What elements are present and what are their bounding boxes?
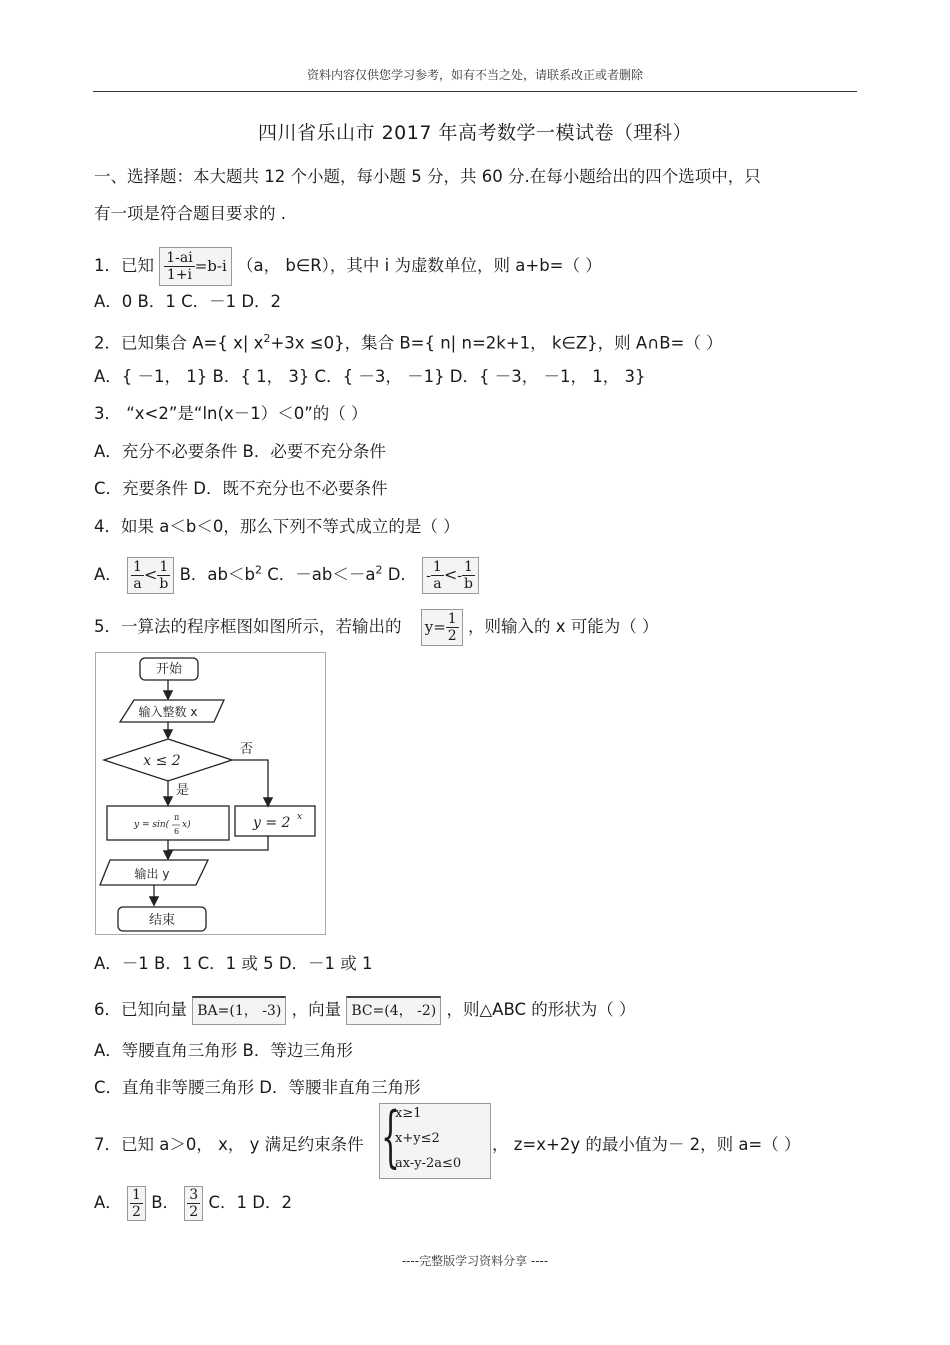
q4-d-frac2 — [462, 559, 475, 592]
q4-d-label: D． — [387, 565, 417, 584]
q7-a-frac — [130, 1187, 143, 1220]
section-intro-line2: 有一项是符合题目要求的 . — [94, 204, 286, 223]
q4-options — [94, 557, 479, 594]
header-rule — [93, 91, 857, 92]
flow-output-text: 输出 y — [134, 867, 170, 881]
question-5 — [94, 609, 658, 646]
q1-fraction — [164, 250, 194, 283]
q5-y-frac — [446, 611, 459, 644]
q4-a-label: A． — [94, 565, 122, 584]
q4-a-num2: 1 — [159, 559, 169, 575]
q7-b-label: B． — [151, 1193, 180, 1212]
page-title: 四川省乐山市 2017 年高考数学一模试卷（理科） — [258, 122, 692, 144]
q4-c-sup: 2 — [375, 563, 383, 577]
q5-y-label: y= — [424, 618, 446, 636]
q6-suffix: ，则△ABC 的形状为（ ） — [446, 1000, 636, 1019]
q1-suffix: （a， b∈R），其中 i 为虚数单位，则 a+b=（ ） — [237, 256, 602, 275]
flow-right-box-sup: x — [297, 812, 303, 822]
question-4: 4．如果 a＜b＜0，那么下列不等式成立的是（ ） — [94, 517, 460, 536]
q1-frac-den: 1+i — [166, 267, 193, 283]
flow-left-box-pre: y = sin( — [134, 820, 170, 830]
q7-b-frac-box — [184, 1186, 203, 1221]
q6-vector-bc: BC=(4， -2) — [346, 996, 441, 1025]
section-intro-line1: 一、选择题：本大题共 12 个小题，每小题 5 分，共 60 分.在每小题给出的四个选项中，只 — [94, 167, 761, 186]
q7-brace: { — [381, 1098, 400, 1175]
q4-a-lt: < — [143, 565, 158, 584]
q2-superscript: 2 — [263, 332, 271, 345]
flow-input-text: 输入整数 x — [138, 705, 198, 719]
q6-prefix: 6．已知向量 — [94, 1000, 187, 1019]
flow-right-box-base: y = 2 — [253, 815, 291, 831]
q1-formula — [159, 247, 232, 286]
flow-start-text: 开始 — [155, 662, 183, 677]
q7-a-den: 2 — [132, 1204, 141, 1220]
question-6 — [94, 996, 636, 1025]
q1-prefix: 1．已知 — [94, 256, 154, 275]
q2-options: A．{ －1， 1} B．{ 1， 3} C．{ －3， －1} D．{ －3， －1， 1， 3} — [94, 367, 646, 386]
q7-rest-options: C．1 D．2 — [208, 1193, 292, 1212]
q7-a-label: A． — [94, 1193, 122, 1212]
question-7-suffix: ， z=x+2y 的最小值为－ 2，则 a=（ ） — [492, 1135, 801, 1154]
q3-options-cd: C．充要条件 D．既不充分也不必要条件 — [94, 479, 388, 498]
q5-suffix: ，则输入的 x 可能为（ ） — [467, 617, 659, 636]
q4-d-lt: < — [443, 565, 458, 584]
q6-vector-ba: BA=(1， -3) — [192, 996, 286, 1025]
q2-prefix: 2．已知集合 A={ x| x — [94, 333, 264, 353]
q4-d-den2: b — [463, 576, 473, 592]
q5-options: A．－1 B．1 C．1 或 5 D．－1 或 1 — [94, 954, 373, 973]
q2-suffix: +3x ≤0}，集合 B={ n| n=2k+1， k∈Z}，则 A∩B=（ ） — [270, 333, 723, 353]
q6-options-ab: A．等腰直角三角形 B．等边三角形 — [94, 1041, 353, 1060]
question-7-prefix: 7．已知 a＞0， x， y 满足约束条件 — [94, 1135, 364, 1154]
q1-frac-num: 1-ai — [166, 250, 193, 266]
question-1 — [94, 247, 602, 286]
q1-options: A．0 B．1 C．－1 D．2 — [94, 292, 282, 311]
page-header-note: 资料内容仅供您学习参考，如有不当之处，请联系改正或者删除 — [306, 68, 643, 82]
flow-left-box-den: 6 — [174, 827, 180, 836]
flow-left-box-num: π — [174, 813, 180, 822]
flow-end-text: 结束 — [148, 913, 176, 928]
q7-constraint-system — [379, 1098, 491, 1179]
q4-d-frac1 — [431, 559, 444, 592]
q5-flowchart — [95, 652, 326, 935]
q7-constraint-3: ax-y-2a≤0 — [395, 1156, 462, 1171]
q3-options-ab: A．充分不必要条件 B．必要不充分条件 — [94, 442, 386, 461]
q7-constraint-1: x≥1 — [395, 1106, 422, 1121]
q7-options — [94, 1186, 292, 1221]
q6-options-cd: C．直角非等腰三角形 D．等腰非直角三角形 — [94, 1078, 421, 1097]
question-3: 3． “x<2”是“ln(x－1）＜0”的（ ） — [94, 404, 368, 423]
flow-left-box-post: x) — [182, 820, 191, 830]
q4-d-den1: a — [433, 576, 442, 592]
page-footer: ----完整版学习资料分享 ---- — [401, 1254, 549, 1268]
q1-frac-rhs: =b-i — [194, 257, 227, 275]
q5-output-formula — [421, 609, 463, 646]
q7-b-frac — [187, 1187, 200, 1220]
q5-y-num: 1 — [447, 611, 457, 627]
q4-d-num2: 1 — [463, 559, 473, 575]
q4-a-den1: a — [133, 576, 142, 592]
question-2 — [94, 328, 723, 355]
q4-a-frac1 — [131, 559, 144, 592]
q5-y-den: 2 — [447, 628, 457, 644]
q4-d-formula: - $\frac{1}{a}$ <- $\frac{1}{b}$ — [422, 557, 479, 594]
flow-condition-text: x ≤ 2 — [143, 753, 181, 769]
q5-prefix: 5．一算法的程序框图如图所示，若输出的 — [94, 617, 402, 636]
q6-middle: ，向量 — [291, 1000, 342, 1019]
flow-no-label: 否 — [240, 742, 254, 757]
q7-b-den: 2 — [189, 1204, 199, 1220]
q7-constraint-2: x+y≤2 — [395, 1131, 440, 1146]
q4-b-text: B．ab＜b — [179, 565, 255, 584]
q4-a-den2: b — [159, 576, 169, 592]
q4-a-num1: 1 — [133, 559, 142, 575]
flow-yes-label: 是 — [176, 783, 190, 798]
q4-b-sup: 2 — [254, 563, 262, 577]
q7-a-frac-box — [127, 1186, 146, 1221]
q7-b-num: 3 — [189, 1187, 199, 1203]
q4-a-formula — [127, 557, 174, 594]
q4-c-text: C．－ab＜－a — [267, 565, 376, 584]
q4-d-num1: 1 — [432, 559, 442, 575]
q4-a-frac2 — [157, 559, 170, 592]
q7-a-num: 1 — [132, 1187, 141, 1203]
